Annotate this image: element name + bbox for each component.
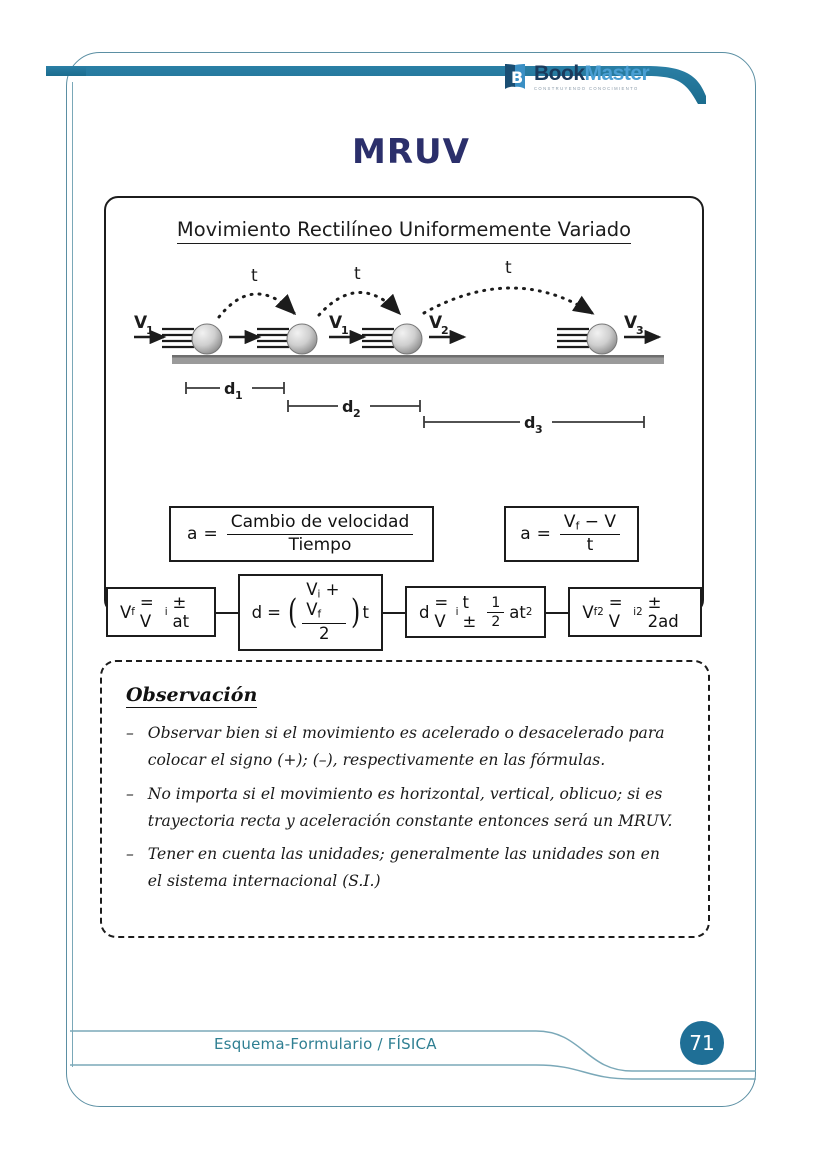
logo-word-master: Master — [584, 61, 650, 85]
accel-words-eq: = — [203, 524, 218, 545]
observation-title: Observación — [126, 684, 258, 706]
bullet-marker: – — [126, 845, 134, 864]
bullet-marker: – — [126, 784, 134, 803]
davg-numerator: $V_i + V_f$ — [302, 581, 346, 624]
formula-distance-average — [238, 574, 383, 651]
svg-text:3: 3 — [535, 423, 543, 436]
time-label-1: t — [251, 266, 258, 286]
accel-sym-numerator: $V_f - V$ — [560, 513, 620, 535]
accel-sym-lhs: a — [520, 524, 531, 545]
vfsq-eq: = V — [608, 593, 623, 632]
right-paren: ) — [351, 591, 361, 632]
svg-text:2: 2 — [441, 324, 449, 337]
logo-tagline: CONSTRUYENDO CONOCIMIENTO — [534, 85, 639, 91]
vf-tail: ± at — [172, 593, 190, 632]
observation-list — [126, 720, 678, 896]
formula-acceleration-symbols — [504, 506, 639, 562]
page-inner-rule — [72, 82, 73, 1067]
davg-eq: = — [267, 602, 281, 622]
svg-text:2: 2 — [353, 407, 361, 420]
svg-text:V: V — [429, 313, 443, 333]
svg-text:1: 1 — [235, 389, 243, 402]
davg-lhs: d — [251, 602, 263, 622]
vfsq-tail: ± 2ad — [647, 593, 679, 632]
list-item — [126, 720, 678, 775]
svg-text:B: B — [511, 68, 524, 87]
card-heading — [106, 218, 702, 241]
vfsq-lhs: V — [582, 602, 594, 622]
list-item — [126, 841, 678, 896]
formula-velocity-squared: V f 2 = V i 2 ± 2ad — [568, 587, 702, 637]
dkin-lhs: d — [418, 602, 430, 622]
page-frame — [66, 52, 756, 1107]
time-label-2: t — [354, 264, 361, 284]
logo-word-book: Book — [534, 61, 585, 85]
accel-words-denominator: Tiempo — [288, 534, 352, 555]
davg-denominator: 2 — [318, 623, 330, 643]
svg-text:V: V — [329, 313, 343, 333]
vf-lhs: V — [120, 602, 132, 622]
footer-label: Esquema-Formulario / FÍSICA — [214, 1035, 437, 1053]
logo-wordmark — [534, 63, 649, 84]
list-item — [126, 781, 678, 836]
davg-tail: t — [362, 602, 369, 622]
time-label-3: t — [505, 258, 512, 278]
svg-text:3: 3 — [636, 324, 644, 337]
dkin-frac-num: 1 — [487, 595, 504, 613]
page-title: MRUV — [352, 132, 470, 172]
formula-acceleration-words — [169, 506, 434, 562]
formula-distance-kinematic: d = V i t ± $\frac{1}{2}$ at 2 — [405, 586, 546, 638]
vf-eq: = V — [139, 593, 154, 632]
mruv-diagram — [124, 255, 684, 436]
svg-text:d: d — [342, 397, 354, 416]
dkin-frac-den: 2 — [491, 613, 501, 630]
left-paren: ( — [287, 591, 298, 632]
svg-text:V: V — [134, 313, 148, 333]
brand-logo — [502, 62, 649, 92]
footer-band — [66, 1019, 756, 1089]
svg-text:1: 1 — [146, 324, 154, 337]
page-number-badge: 71 — [680, 1021, 724, 1065]
list-item-text: Observar bien si el movimiento es acelerado o desacelerado para colocar el signo (+); (–), respectivamente en las fórmulas. — [147, 724, 665, 770]
book-icon — [502, 62, 528, 92]
dkin-eq: = V — [434, 593, 449, 632]
formula-row-primary — [106, 506, 702, 562]
accel-sym-eq: = — [536, 524, 551, 545]
formula-row-secondary — [106, 574, 702, 651]
accel-sym-denominator: t — [586, 534, 594, 555]
svg-text:1: 1 — [341, 324, 349, 337]
svg-text:d: d — [224, 379, 236, 398]
card-heading-text: Movimiento Rectilíneo Uniformemente Variado — [177, 218, 631, 244]
dkin-tail: at — [509, 602, 526, 622]
bullet-marker: – — [126, 724, 134, 742]
svg-text:V: V — [624, 313, 638, 333]
svg-text:d: d — [524, 413, 536, 432]
formula-final-velocity: V f = V i ± at — [106, 587, 216, 637]
accel-words-numerator: Cambio de velocidad — [227, 513, 414, 535]
list-item-text: Tener en cuenta las unidades; generalmente las unidades son en el sistema internacional (S.I.) — [147, 845, 660, 891]
accel-words-lhs: a — [187, 524, 198, 545]
observation-box — [100, 660, 710, 938]
content-card — [104, 196, 704, 643]
list-item-text: No importa si el movimiento es horizontal, vertical, oblicuo; si es trayectoria recta y aceleración constante entonces será un MRUV. — [147, 784, 673, 830]
dkin-mid: t ± — [462, 593, 477, 632]
